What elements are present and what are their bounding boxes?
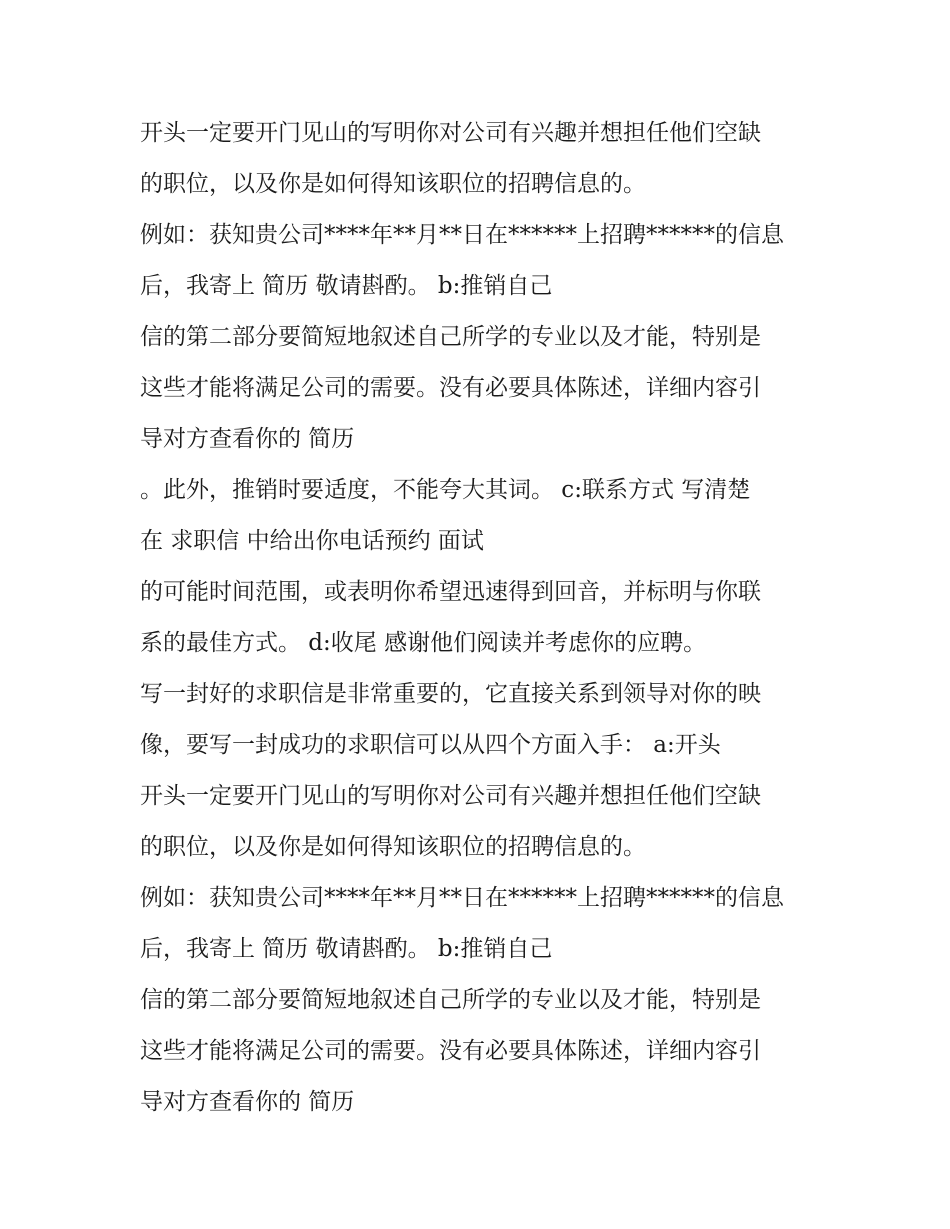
text-line: 开头一定要开门见山的写明你对公司有兴趣并想担任他们空缺 bbox=[140, 783, 761, 809]
text-line: 信的第二部分要简短地叙述自己所学的专业以及才能，特别是 bbox=[140, 324, 761, 350]
text-line: 的职位，以及你是如何得知该职位的招聘信息的。 bbox=[140, 834, 646, 860]
text-line: 信的第二部分要简短地叙述自己所学的专业以及才能，特别是 bbox=[140, 987, 761, 1013]
text-line: 导对方查看你的 简历 bbox=[140, 1089, 355, 1115]
text-line: 后，我寄上 简历 敬请斟酌。 b:推销自己 bbox=[140, 936, 553, 962]
text-line: 在 求职信 中给出你电话预约 面试 bbox=[140, 528, 484, 554]
text-line: 开头一定要开门见山的写明你对公司有兴趣并想担任他们空缺 bbox=[140, 120, 761, 146]
text-line: 的可能时间范围，或表明你希望迅速得到回音，并标明与你联 bbox=[140, 579, 761, 605]
text-line: 后，我寄上 简历 敬请斟酌。 b:推销自己 bbox=[140, 273, 553, 299]
text-line: 的职位，以及你是如何得知该职位的招聘信息的。 bbox=[140, 171, 646, 197]
text-line: 写一封好的求职信是非常重要的，它直接关系到领导对你的映 bbox=[140, 681, 761, 707]
text-line: 这些才能将满足公司的需要。没有必要具体陈述，详细内容引 bbox=[140, 1038, 761, 1064]
text-line: 。此外，推销时要适度，不能夸大其词。 c:联系方式 写清楚 bbox=[140, 477, 751, 503]
body-text bbox=[140, 108, 830, 1128]
text-line: 例如：获知贵公司****年**月**日在******上招聘******的信息 bbox=[140, 222, 784, 248]
text-line: 像，要写一封成功的求职信可以从四个方面入手： a:开头 bbox=[140, 732, 721, 758]
text-line: 例如：获知贵公司****年**月**日在******上招聘******的信息 bbox=[140, 885, 784, 911]
text-line: 系的最佳方式。 d:收尾 感谢他们阅读并考虑你的应聘。 bbox=[140, 630, 707, 656]
text-line: 这些才能将满足公司的需要。没有必要具体陈述，详细内容引 bbox=[140, 375, 761, 401]
text-line: 导对方查看你的 简历 bbox=[140, 426, 355, 452]
